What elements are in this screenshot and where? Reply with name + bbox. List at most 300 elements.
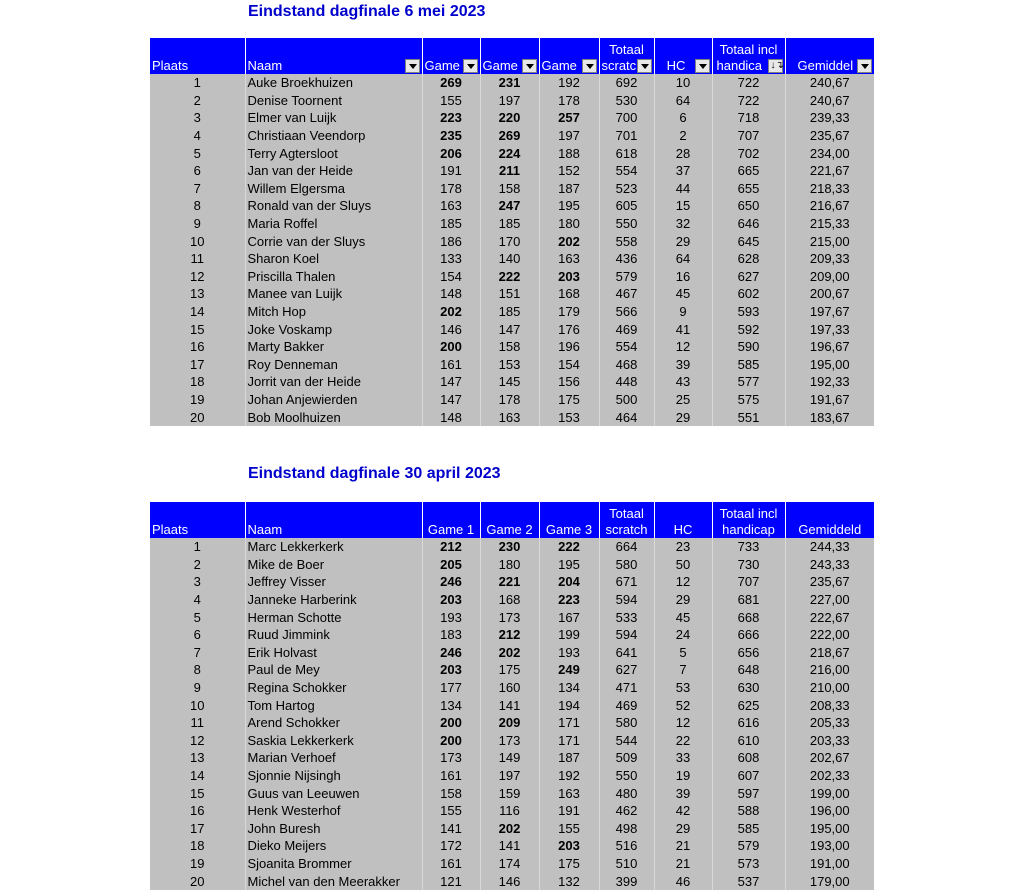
- cell-totaal-incl-handicap: 625: [712, 696, 785, 714]
- cell-plaats: 12: [150, 268, 245, 286]
- table-row: [150, 556, 874, 574]
- cell-game2: 149: [480, 749, 539, 767]
- cell-gemiddeld: 203,33: [785, 732, 874, 750]
- cell-game2: 197: [480, 767, 539, 785]
- cell-hc: 42: [654, 802, 712, 820]
- cell-hc: 52: [654, 696, 712, 714]
- cell-game3: 178: [539, 92, 599, 110]
- table-row: [150, 591, 874, 609]
- cell-totaal-scratch: 399: [599, 872, 654, 890]
- cell-totaal-incl-handicap: 592: [712, 320, 785, 338]
- cell-totaal-incl-handicap: 577: [712, 373, 785, 391]
- cell-naam: Priscilla Thalen: [245, 268, 422, 286]
- table-row: [150, 180, 874, 198]
- cell-totaal-scratch: 594: [599, 626, 654, 644]
- filter-dropdown-icon[interactable]: [637, 59, 652, 73]
- cell-naam: Arend Schokker: [245, 714, 422, 732]
- table-row: [150, 338, 874, 356]
- cell-game1: 148: [422, 285, 480, 303]
- cell-game2: 151: [480, 285, 539, 303]
- cell-totaal-incl-handicap: 588: [712, 802, 785, 820]
- cell-gemiddeld: 195,00: [785, 820, 874, 838]
- cell-gemiddeld: 179,00: [785, 872, 874, 890]
- cell-hc: 12: [654, 338, 712, 356]
- filter-dropdown-icon[interactable]: [695, 59, 710, 73]
- cell-totaal-incl-handicap: 648: [712, 661, 785, 679]
- cell-totaal-scratch: 671: [599, 573, 654, 591]
- cell-game1: 269: [422, 74, 480, 92]
- table2-header-row: [150, 502, 874, 538]
- cell-plaats: 18: [150, 837, 245, 855]
- cell-game2: 160: [480, 679, 539, 697]
- cell-naam: Joke Voskamp: [245, 320, 422, 338]
- cell-totaal-incl-handicap: 616: [712, 714, 785, 732]
- cell-totaal-incl-handicap: 650: [712, 197, 785, 215]
- cell-game3: 196: [539, 338, 599, 356]
- table-row: [150, 74, 874, 92]
- cell-game3: 192: [539, 74, 599, 92]
- filter-dropdown-icon[interactable]: [405, 59, 420, 73]
- cell-totaal-scratch: 554: [599, 162, 654, 180]
- cell-game3: 203: [539, 837, 599, 855]
- cell-game2: 158: [480, 338, 539, 356]
- cell-game2: 174: [480, 855, 539, 873]
- cell-totaal-incl-handicap: 681: [712, 591, 785, 609]
- table-row: [150, 408, 874, 426]
- cell-naam: Marian Verhoef: [245, 749, 422, 767]
- table-row: [150, 872, 874, 890]
- cell-plaats: 16: [150, 802, 245, 820]
- cell-gemiddeld: 221,67: [785, 162, 874, 180]
- cell-plaats: 7: [150, 180, 245, 198]
- cell-plaats: 12: [150, 732, 245, 750]
- cell-game2: 141: [480, 837, 539, 855]
- cell-game1: 193: [422, 608, 480, 626]
- cell-game1: 163: [422, 197, 480, 215]
- cell-totaal-incl-handicap: 607: [712, 767, 785, 785]
- cell-totaal-incl-handicap: 665: [712, 162, 785, 180]
- cell-game3: 195: [539, 197, 599, 215]
- cell-plaats: 13: [150, 749, 245, 767]
- cell-game1: 148: [422, 408, 480, 426]
- header-naam: Naam: [245, 38, 422, 74]
- cell-gemiddeld: 191,67: [785, 391, 874, 409]
- cell-game1: 246: [422, 644, 480, 662]
- cell-game3: 199: [539, 626, 599, 644]
- cell-totaal-scratch: 627: [599, 661, 654, 679]
- cell-naam: Regina Schokker: [245, 679, 422, 697]
- cell-game2: 163: [480, 408, 539, 426]
- header-game3: Game 3: [539, 502, 599, 538]
- cell-hc: 5: [654, 644, 712, 662]
- cell-game3: 197: [539, 127, 599, 145]
- cell-game1: 235: [422, 127, 480, 145]
- cell-plaats: 14: [150, 767, 245, 785]
- cell-gemiddeld: 192,33: [785, 373, 874, 391]
- header-game1: Game 1: [422, 502, 480, 538]
- cell-plaats: 14: [150, 303, 245, 321]
- cell-totaal-incl-handicap: 730: [712, 556, 785, 574]
- cell-naam: Paul de Mey: [245, 661, 422, 679]
- cell-game2: 178: [480, 391, 539, 409]
- header-gemiddeld: Gemiddeld: [785, 502, 874, 538]
- cell-gemiddeld: 210,00: [785, 679, 874, 697]
- cell-totaal-incl-handicap: 707: [712, 573, 785, 591]
- table-row: [150, 391, 874, 409]
- cell-game1: 146: [422, 320, 480, 338]
- cell-totaal-incl-handicap: 666: [712, 626, 785, 644]
- table-row: [150, 303, 874, 321]
- cell-plaats: 10: [150, 232, 245, 250]
- cell-gemiddeld: 215,33: [785, 215, 874, 233]
- cell-plaats: 3: [150, 109, 245, 127]
- cell-hc: 29: [654, 820, 712, 838]
- cell-plaats: 15: [150, 784, 245, 802]
- cell-game2: 168: [480, 591, 539, 609]
- cell-naam: Johan Anjewierden: [245, 391, 422, 409]
- table-row: [150, 855, 874, 873]
- cell-game2: 221: [480, 573, 539, 591]
- header-naam: Naam: [245, 502, 422, 538]
- cell-totaal-scratch: 467: [599, 285, 654, 303]
- cell-hc: 21: [654, 855, 712, 873]
- cell-totaal-scratch: 448: [599, 373, 654, 391]
- cell-totaal-scratch: 701: [599, 127, 654, 145]
- table-row: [150, 127, 874, 145]
- table-row: [150, 285, 874, 303]
- cell-totaal-scratch: 464: [599, 408, 654, 426]
- filter-dropdown-icon[interactable]: [522, 59, 537, 73]
- cell-plaats: 5: [150, 608, 245, 626]
- cell-totaal-incl-handicap: 707: [712, 127, 785, 145]
- cell-game3: 188: [539, 144, 599, 162]
- cell-totaal-incl-handicap: 718: [712, 109, 785, 127]
- cell-totaal-incl-handicap: 630: [712, 679, 785, 697]
- cell-game2: 197: [480, 92, 539, 110]
- cell-game2: 153: [480, 356, 539, 374]
- table-row: [150, 573, 874, 591]
- table-row: [150, 626, 874, 644]
- cell-hc: 39: [654, 784, 712, 802]
- cell-hc: 12: [654, 714, 712, 732]
- cell-plaats: 8: [150, 197, 245, 215]
- cell-totaal-scratch: 544: [599, 732, 654, 750]
- cell-gemiddeld: 191,00: [785, 855, 874, 873]
- table-row: [150, 92, 874, 110]
- cell-game3: 179: [539, 303, 599, 321]
- table1-title: Eindstand dagfinale 6 mei 2023: [248, 3, 486, 20]
- cell-naam: Henk Westerhof: [245, 802, 422, 820]
- cell-game1: 154: [422, 268, 480, 286]
- cell-game1: 155: [422, 802, 480, 820]
- cell-game1: 223: [422, 109, 480, 127]
- cell-totaal-scratch: 550: [599, 215, 654, 233]
- filter-dropdown-icon[interactable]: [582, 59, 597, 73]
- cell-gemiddeld: 195,00: [785, 356, 874, 374]
- cell-gemiddeld: 199,00: [785, 784, 874, 802]
- cell-game2: 173: [480, 608, 539, 626]
- header-totaal-incl-handicap: Totaal incl handica ↓↴: [712, 38, 785, 74]
- results-table-6-mei: [150, 38, 874, 426]
- cell-totaal-scratch: 509: [599, 749, 654, 767]
- cell-totaal-scratch: 523: [599, 180, 654, 198]
- cell-hc: 28: [654, 144, 712, 162]
- cell-game1: 155: [422, 92, 480, 110]
- cell-game3: 156: [539, 373, 599, 391]
- cell-game2: 170: [480, 232, 539, 250]
- cell-game2: 141: [480, 696, 539, 714]
- cell-game1: 133: [422, 250, 480, 268]
- cell-game2: 116: [480, 802, 539, 820]
- cell-game3: 195: [539, 556, 599, 574]
- cell-totaal-incl-handicap: 627: [712, 268, 785, 286]
- cell-gemiddeld: 196,67: [785, 338, 874, 356]
- cell-game1: 186: [422, 232, 480, 250]
- cell-plaats: 5: [150, 144, 245, 162]
- table-row: [150, 679, 874, 697]
- cell-plaats: 7: [150, 644, 245, 662]
- cell-game1: 206: [422, 144, 480, 162]
- cell-gemiddeld: 216,67: [785, 197, 874, 215]
- cell-game3: 194: [539, 696, 599, 714]
- cell-hc: 7: [654, 661, 712, 679]
- cell-game2: 158: [480, 180, 539, 198]
- cell-game2: 231: [480, 74, 539, 92]
- cell-totaal-incl-handicap: 702: [712, 144, 785, 162]
- header-game2: Game: [480, 38, 539, 74]
- cell-game3: 204: [539, 573, 599, 591]
- cell-game2: 185: [480, 303, 539, 321]
- cell-naam: Mitch Hop: [245, 303, 422, 321]
- cell-game1: 200: [422, 732, 480, 750]
- table-row: [150, 644, 874, 662]
- cell-totaal-scratch: 664: [599, 538, 654, 556]
- table2-title: Eindstand dagfinale 30 april 2023: [248, 465, 501, 482]
- table-row: [150, 373, 874, 391]
- cell-gemiddeld: 183,67: [785, 408, 874, 426]
- cell-game1: 212: [422, 538, 480, 556]
- sort-descending-icon[interactable]: ↓↴: [768, 59, 783, 73]
- cell-game1: 147: [422, 373, 480, 391]
- header-game3: Game: [539, 38, 599, 74]
- table-row: [150, 837, 874, 855]
- cell-plaats: 9: [150, 679, 245, 697]
- cell-game3: 203: [539, 268, 599, 286]
- cell-hc: 64: [654, 250, 712, 268]
- cell-hc: 9: [654, 303, 712, 321]
- table-row: [150, 802, 874, 820]
- cell-naam: Terry Agtersloot: [245, 144, 422, 162]
- cell-game1: 161: [422, 356, 480, 374]
- table-row: [150, 268, 874, 286]
- cell-gemiddeld: 193,00: [785, 837, 874, 855]
- cell-plaats: 10: [150, 696, 245, 714]
- cell-game1: 134: [422, 696, 480, 714]
- results-table-30-april: [150, 502, 874, 890]
- cell-game1: 200: [422, 714, 480, 732]
- cell-totaal-scratch: 436: [599, 250, 654, 268]
- cell-gemiddeld: 222,00: [785, 626, 874, 644]
- cell-game3: 171: [539, 732, 599, 750]
- cell-game2: 224: [480, 144, 539, 162]
- cell-totaal-scratch: 641: [599, 644, 654, 662]
- cell-game2: 173: [480, 732, 539, 750]
- cell-plaats: 18: [150, 373, 245, 391]
- cell-gemiddeld: 215,00: [785, 232, 874, 250]
- cell-totaal-incl-handicap: 579: [712, 837, 785, 855]
- header-hc: HC: [654, 38, 712, 74]
- cell-naam: Ruud Jimmink: [245, 626, 422, 644]
- cell-totaal-incl-handicap: 537: [712, 872, 785, 890]
- header-totaal-incl-handicap: Totaal incl handicap: [712, 502, 785, 538]
- cell-hc: 64: [654, 92, 712, 110]
- cell-game3: 202: [539, 232, 599, 250]
- cell-naam: Tom Hartog: [245, 696, 422, 714]
- cell-game1: 177: [422, 679, 480, 697]
- cell-plaats: 8: [150, 661, 245, 679]
- cell-game1: 158: [422, 784, 480, 802]
- cell-hc: 46: [654, 872, 712, 890]
- header-game1: Game: [422, 38, 480, 74]
- cell-game1: 203: [422, 591, 480, 609]
- cell-hc: 6: [654, 109, 712, 127]
- cell-gemiddeld: 227,00: [785, 591, 874, 609]
- cell-naam: Mike de Boer: [245, 556, 422, 574]
- cell-game2: 140: [480, 250, 539, 268]
- cell-game3: 192: [539, 767, 599, 785]
- cell-totaal-scratch: 692: [599, 74, 654, 92]
- cell-game3: 163: [539, 250, 599, 268]
- cell-plaats: 20: [150, 872, 245, 890]
- cell-naam: Dieko Meijers: [245, 837, 422, 855]
- cell-totaal-incl-handicap: 608: [712, 749, 785, 767]
- cell-naam: Manee van Luijk: [245, 285, 422, 303]
- cell-gemiddeld: 244,33: [785, 538, 874, 556]
- cell-game3: 154: [539, 356, 599, 374]
- table-row: [150, 608, 874, 626]
- cell-game3: 134: [539, 679, 599, 697]
- cell-game1: 185: [422, 215, 480, 233]
- table-row: [150, 356, 874, 374]
- cell-plaats: 1: [150, 74, 245, 92]
- cell-hc: 39: [654, 356, 712, 374]
- cell-totaal-scratch: 618: [599, 144, 654, 162]
- cell-totaal-scratch: 498: [599, 820, 654, 838]
- cell-gemiddeld: 200,67: [785, 285, 874, 303]
- table-row: [150, 109, 874, 127]
- cell-gemiddeld: 240,67: [785, 74, 874, 92]
- table-row: [150, 144, 874, 162]
- cell-game2: 185: [480, 215, 539, 233]
- cell-totaal-incl-handicap: 655: [712, 180, 785, 198]
- cell-naam: Marc Lekkerkerk: [245, 538, 422, 556]
- cell-hc: 45: [654, 608, 712, 626]
- cell-naam: Erik Holvast: [245, 644, 422, 662]
- table-row: [150, 661, 874, 679]
- table-row: [150, 767, 874, 785]
- cell-game2: 180: [480, 556, 539, 574]
- cell-game3: 187: [539, 180, 599, 198]
- cell-naam: Janneke Harberink: [245, 591, 422, 609]
- cell-game1: 246: [422, 573, 480, 591]
- cell-game1: 161: [422, 767, 480, 785]
- cell-totaal-scratch: 558: [599, 232, 654, 250]
- cell-plaats: 17: [150, 356, 245, 374]
- table-row: [150, 538, 874, 556]
- cell-naam: Elmer van Luijk: [245, 109, 422, 127]
- cell-game3: 168: [539, 285, 599, 303]
- cell-totaal-incl-handicap: 597: [712, 784, 785, 802]
- cell-naam: Maria Roffel: [245, 215, 422, 233]
- cell-game2: 175: [480, 661, 539, 679]
- cell-totaal-scratch: 469: [599, 696, 654, 714]
- cell-game3: 191: [539, 802, 599, 820]
- table1-block: [150, 38, 874, 426]
- cell-plaats: 4: [150, 591, 245, 609]
- cell-naam: Auke Broekhuizen: [245, 74, 422, 92]
- cell-gemiddeld: 197,67: [785, 303, 874, 321]
- header-plaats: Plaats: [150, 38, 245, 74]
- cell-game2: 211: [480, 162, 539, 180]
- cell-plaats: 1: [150, 538, 245, 556]
- cell-totaal-scratch: 550: [599, 767, 654, 785]
- header-gemiddeld: Gemiddel: [785, 38, 874, 74]
- cell-game3: 167: [539, 608, 599, 626]
- cell-hc: 50: [654, 556, 712, 574]
- cell-totaal-incl-handicap: 668: [712, 608, 785, 626]
- cell-totaal-incl-handicap: 645: [712, 232, 785, 250]
- cell-game1: 173: [422, 749, 480, 767]
- cell-plaats: 9: [150, 215, 245, 233]
- cell-hc: 29: [654, 591, 712, 609]
- cell-totaal-incl-handicap: 646: [712, 215, 785, 233]
- cell-hc: 33: [654, 749, 712, 767]
- cell-hc: 41: [654, 320, 712, 338]
- cell-hc: 29: [654, 408, 712, 426]
- cell-gemiddeld: 235,67: [785, 573, 874, 591]
- cell-hc: 45: [654, 285, 712, 303]
- cell-totaal-incl-handicap: 733: [712, 538, 785, 556]
- cell-game2: 209: [480, 714, 539, 732]
- cell-naam: Michel van den Meerakker: [245, 872, 422, 890]
- table-row: [150, 732, 874, 750]
- cell-hc: 29: [654, 232, 712, 250]
- cell-naam: Sjonnie Nijsingh: [245, 767, 422, 785]
- cell-naam: Jan van der Heide: [245, 162, 422, 180]
- cell-hc: 24: [654, 626, 712, 644]
- cell-totaal-incl-handicap: 585: [712, 820, 785, 838]
- cell-totaal-scratch: 468: [599, 356, 654, 374]
- cell-totaal-scratch: 462: [599, 802, 654, 820]
- cell-totaal-incl-handicap: 585: [712, 356, 785, 374]
- cell-game1: 205: [422, 556, 480, 574]
- cell-game1: 161: [422, 855, 480, 873]
- filter-dropdown-icon[interactable]: [463, 59, 478, 73]
- cell-totaal-scratch: 566: [599, 303, 654, 321]
- cell-hc: 16: [654, 268, 712, 286]
- cell-hc: 37: [654, 162, 712, 180]
- cell-game3: 175: [539, 855, 599, 873]
- cell-hc: 10: [654, 74, 712, 92]
- cell-game1: 172: [422, 837, 480, 855]
- cell-game3: 222: [539, 538, 599, 556]
- cell-totaal-incl-handicap: 656: [712, 644, 785, 662]
- table-row: [150, 749, 874, 767]
- filter-dropdown-icon[interactable]: [857, 59, 872, 73]
- cell-hc: 19: [654, 767, 712, 785]
- cell-naam: Ronald van der Sluys: [245, 197, 422, 215]
- cell-game2: 202: [480, 820, 539, 838]
